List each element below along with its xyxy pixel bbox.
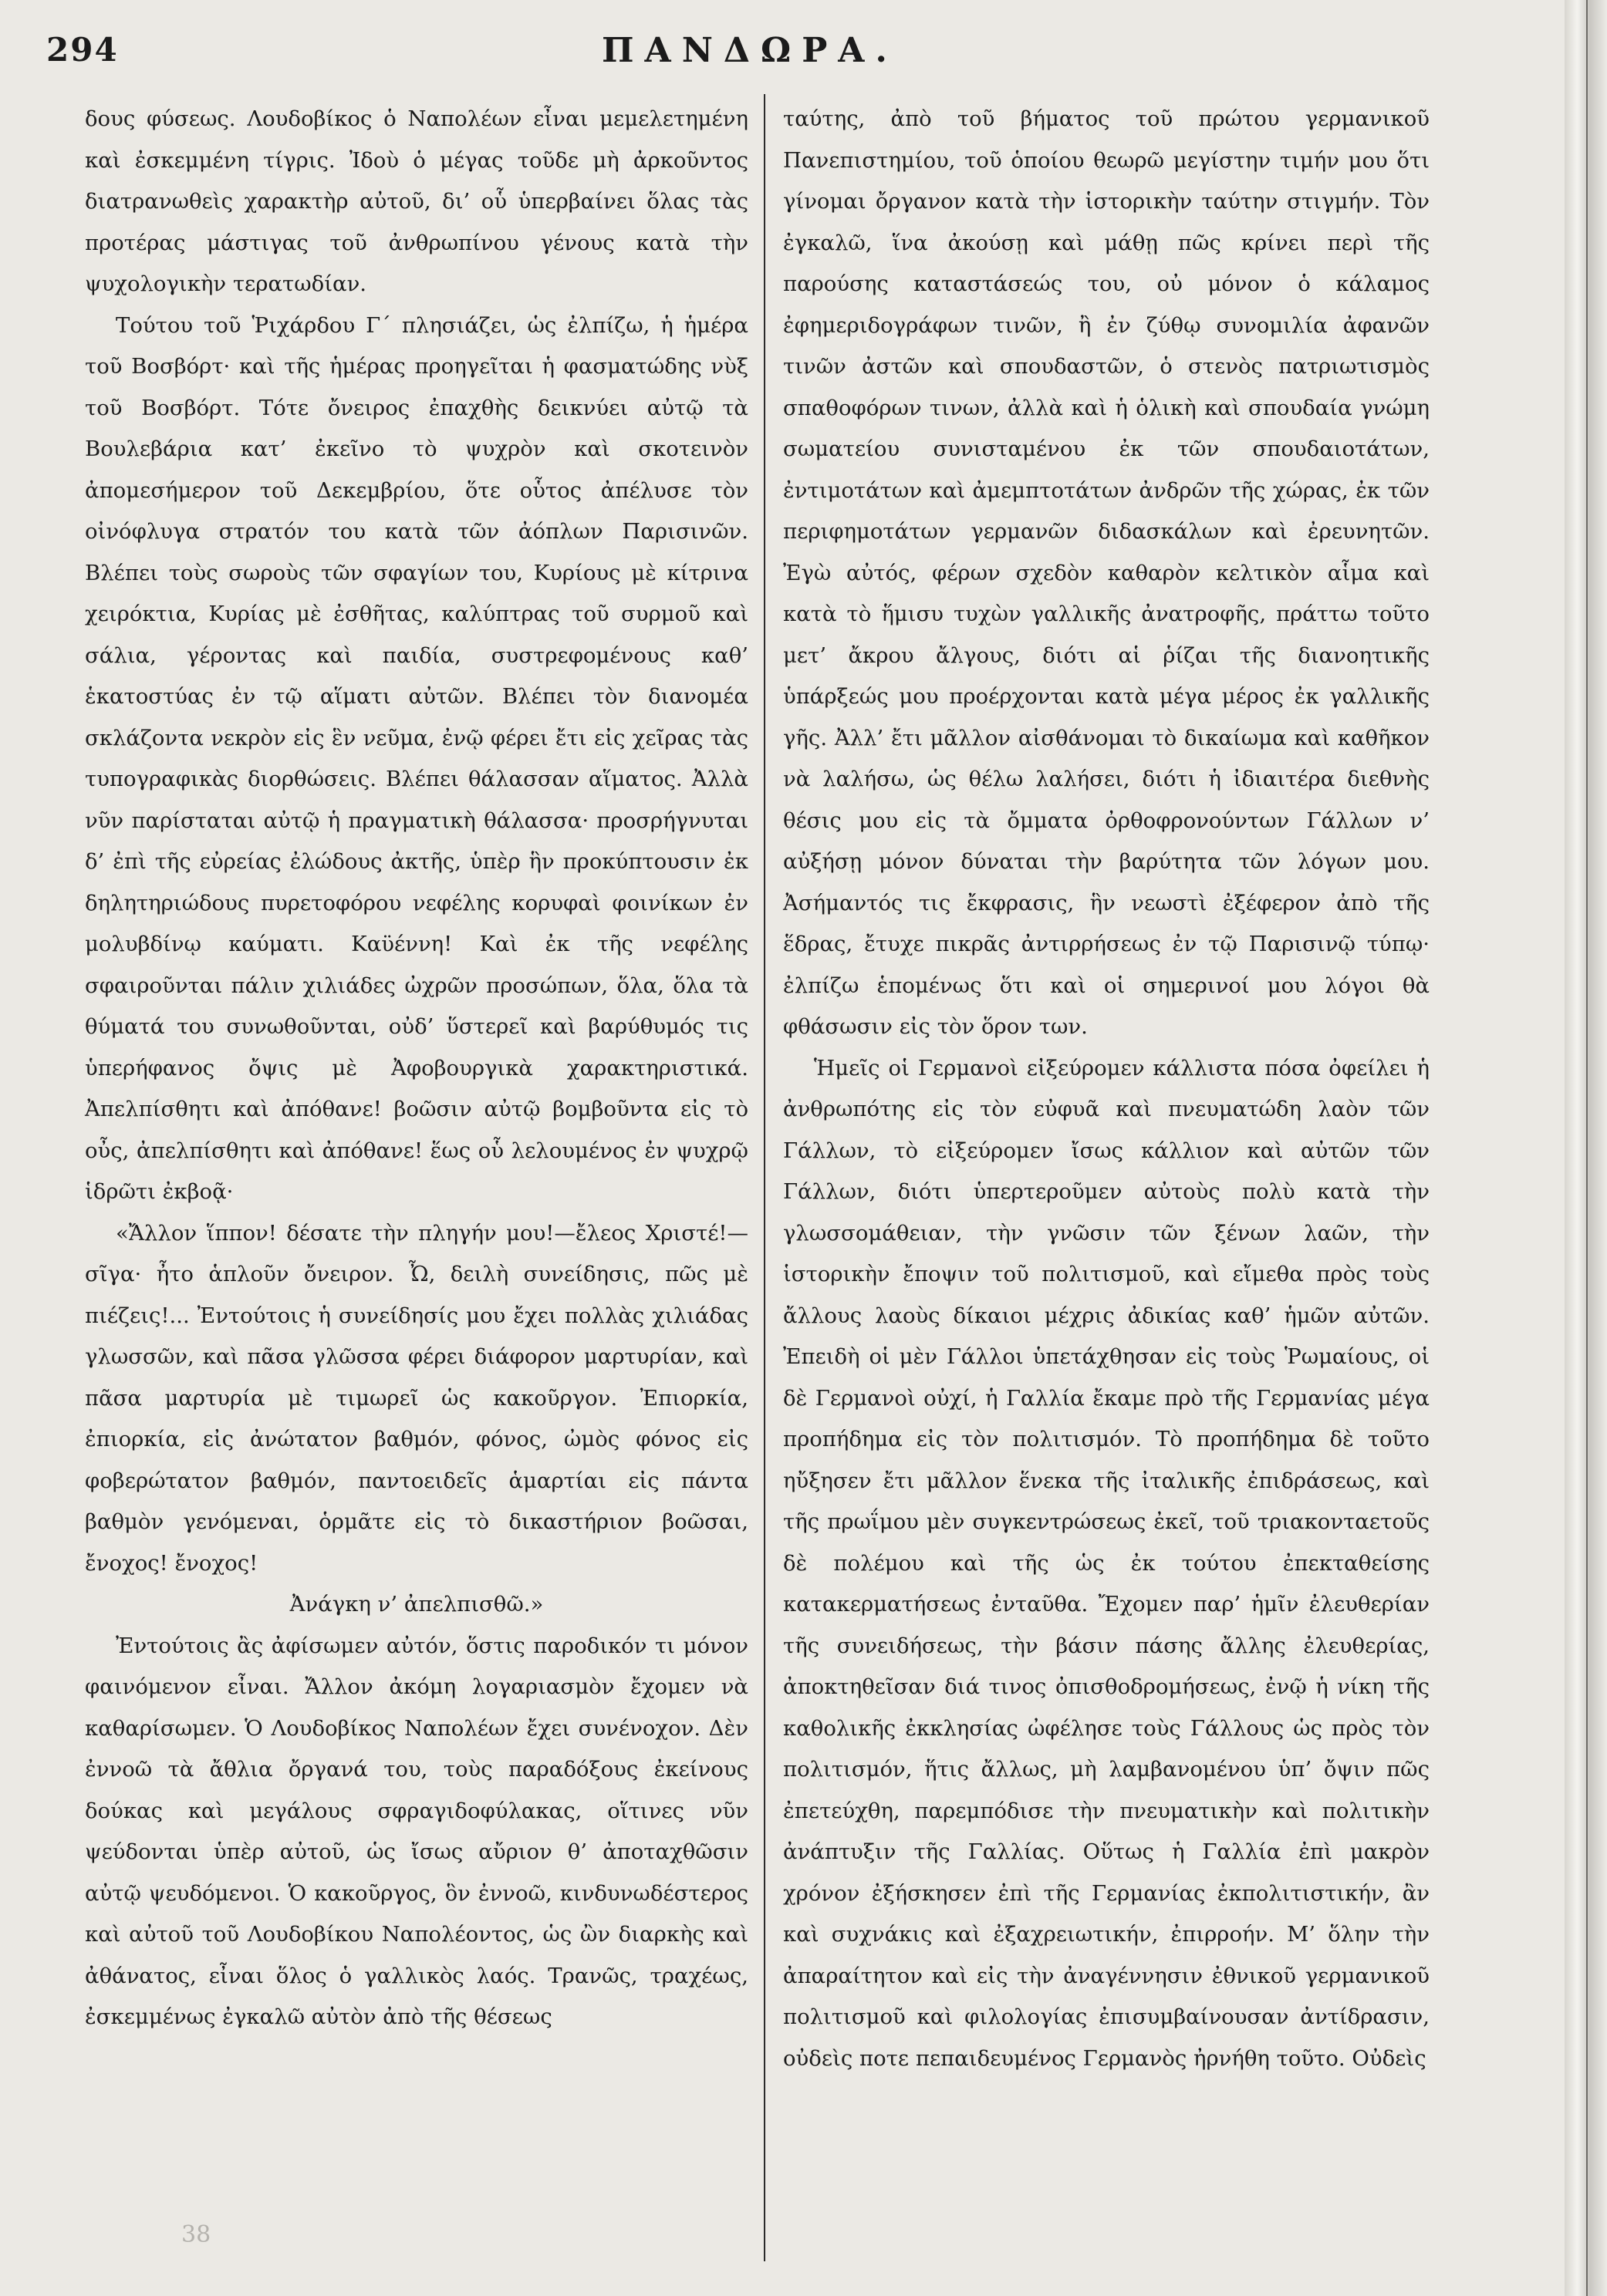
paragraph: Ἐντούτοις ἂς ἀφίσωμεν αὐτόν, ὅστις παροδικόν τι μόνον φαινόμενον εἶναι. Ἄλλον ἀκόμη λογαριασμὸν ἔχομεν νὰ καθαρίσωμεν. Ὁ Λουδοβίκος Ναπολέων ἔχει συνένοχον. Δὲν ἐννοῶ τὰ ἄθλια ὄργανά του, τοὺς παραδόξους ἐκείνους δούκας καὶ μεγάλους σφραγιδοφύλακας, οἵτινες νῦν ψεύδονται ὑπὲρ αὐτοῦ, ὡς ἴσως αὔριον θ’ ἀποταχθῶσιν αὐτῷ ψευδόμενοι. Ὁ κακοῦργος, ὃν ἐννοῶ, κινδυνωδέστερος καὶ αὐτοῦ τοῦ Λουδοβίκου Ναπολέοντος, ὡς ὢν διαρκὴς καὶ ἀθάνατος, εἶναι ὅλος ὁ γαλλικὸς λαός. Τρανῶς, τραχέως, ἐσκεμμένως ἐγκαλῶ αὐτὸν ἀπὸ τῆς θέσεως (85, 1633, 748, 2029)
right-column (783, 99, 1430, 2079)
page-number: 294 (46, 31, 119, 69)
paragraph: Ἀνάγκη ν’ ἀπελπισθῶ.» (289, 1592, 544, 1617)
paragraph: Τούτου τοῦ Ῥιχάρδου Γ΄ πλησιάζει, ὡς ἐλπίζω, ἡ ἡμέρα τοῦ Βοσβόρτ· καὶ τῆς ἡμέρας προηγεῖται ἡ φασματώδης νὺξ τοῦ Βοσβόρτ. Τότε ὄνειρος ἐπαχθὴς δεικνύει αὐτῷ τὰ Βουλεβάρια κατ’ ἐκεῖνο τὸ ψυχρὸν καὶ σκοτεινὸν ἀπομεσήμερον τοῦ Δεκεμβρίου, ὅτε οὗτος ἀπέλυσε τὸν οἰνόφλυγα στρατόν του κατὰ τῶν ἀόπλων Παρισινῶν. Βλέπει τοὺς σωροὺς τῶν σφαγίων του, Κυρίους μὲ κίτρινα χειρόκτια, Κυρίας μὲ ἐσθῆτας, καλύπτρας τοῦ συρμοῦ καὶ σάλια, γέροντας καὶ παιδία, συστρεφομένους καθ’ ἑκατοστύας ἐν τῷ αἵματι αὐτῶν. Βλέπει τὸν διανομέα σκλάζοντα νεκρὸν εἰς ἓν νεῦμα, ἐνῷ φέρει ἔτι εἰς χεῖρας τὰς τυπογραφικὰς διορθώσεις. Βλέπει θάλασσαν αἵματος. Ἀλλὰ νῦν παρίσταται αὐτῷ ἡ πραγματικὴ θάλασσα· προσρήγνυται δ’ ἐπὶ τῆς εὐρείας ἐλώδους ἀκτῆς, ὑπὲρ ἣν προκύπτουσιν ἐκ δηλητηριώδους πυρετοφόρου νεφέλης κορυφαὶ φοινίκων ἐν μολυβδίνῳ καύματι. Καϋέννη! Καὶ ἐκ τῆς νεφέλης σφαιροῦνται πάλιν χιλιάδες ὠχρῶν προσώπων, ὅλα, ὅλα τὰ θύματά του συνωθοῦνται, οὐδ’ ὕστερεῖ καὶ βαρύθυμός τις ὑπερήφανος ὄψις μὲ Ἀφοβουργικὰ χαρακτηριστικά. Ἀπελπίσθητι καὶ ἀπόθανε! βοῶσιν αὐτῷ βομβοῦντα εἰς τὸ οὖς, ἀπελπίσθητι καὶ ἀπόθανε! ἕως οὗ λελουμένος ἐν ψυχρῷ ἱδρῶτι ἐκβοᾷ· (85, 312, 748, 1204)
left-column (85, 99, 748, 2038)
paragraph: Ἡμεῖς οἱ Γερμανοὶ εἰξεύρομεν κάλλιστα πόσα ὀφείλει ἡ ἀνθρωπότης εἰς τὸν εὐφυᾶ καὶ πνευματώδη λαὸν τῶν Γάλλων, τὸ εἰξεύρομεν ἴσως κάλλιον καὶ αὐτῶν τῶν Γάλλων, διότι ὑπερτεροῦμεν αὐτοὺς πολὺ κατὰ τὴν γλωσσομάθειαν, τὴν γνῶσιν τῶν ξένων λαῶν, τὴν ἱστορικὴν ἔποψιν τοῦ πολιτισμοῦ, καὶ εἴμεθα πρὸς τοὺς ἄλλους λαοὺς δίκαιοι μέχρις ἀδικίας καθ’ ἡμῶν αὐτῶν. Ἐπειδὴ οἱ μὲν Γάλλοι ὑπετάχθησαν εἰς τοὺς Ῥωμαίους, οἱ δὲ Γερμανοὶ οὐχί, ἡ Γαλλία ἔκαμε πρὸ τῆς Γερμανίας μέγα προπήδημα εἰς τὸν πολιτισμόν. Τὸ προπήδημα δὲ τοῦτο ηὔξησεν ἔτι μᾶλλον ἕνεκα τῆς ἰταλικῆς ἐπιδράσεως, καὶ τῆς πρωΐμου μὲν συγκεντρώσεως ἐκεῖ, τοῦ τριακονταετοῦς δὲ πολέμου καὶ τῆς ὡς ἐκ τούτου ἐπεκταθείσης κατακερματήσεως ἐνταῦθα. Ἔχομεν παρ’ ἡμῖν ἐλευθερίαν τῆς συνειδήσεως, τὴν βάσιν πάσης ἄλλης ἐλευθερίας, ἀποκτηθεῖσαν διά τινος ὀπισθοδρομήσεως, ἐνῷ ἡ νίκη τῆς καθολικῆς ἐκκλησίας ὠφέλησε τοὺς Γάλλους ὡς πρὸς τὸν πολιτισμόν, ἥτις ἄλλως, μὴ λαμβανομένου ὑπ’ ὄψιν πῶς ἐπετεύχθη, παρεμπόδισε τὴν πνευματικὴν καὶ πολιτικὴν ἀνάπτυξιν τῆς Γαλλίας. Οὕτως ἡ Γαλλία ἐπὶ μακρὸν χρόνον ἐξήσκησεν ἐπὶ τῆς Γερμανίας ἐκπολιτιστικήν, ἂν καὶ συχνάκις καὶ ἐξαχρειωτικήν, ἐπιρροήν. Μ’ ὅλην τὴν ἀπαραίτητον καὶ εἰς τὴν ἀναγέννησιν ἐθνικοῦ γερμανικοῦ πολιτισμοῦ καὶ φιλολογίας ἐπισυμβαίνουσαν ἀντίδρασιν, οὐδεὶς ποτε πεπαιδευμένος Γερμανὸς ἠρνήθη τοῦτο. Οὐδεὶς (783, 1055, 1430, 2071)
paragraph: «Ἄλλον ἵππον! δέσατε τὴν πληγήν μου!—ἔλεος Χριστέ!—σῖγα· ἦτο ἁπλοῦν ὄνειρον. Ὦ, δειλὴ συνείδησις, πῶς μὲ πιέζεις!... Ἐντούτοις ἡ συνείδησίς μου ἔχει πολλὰς χιλιάδας γλωσσῶν, καὶ πᾶσα γλῶσσα φέρει διάφορον μαρτυρίαν, καὶ πᾶσα μαρτυρία μὲ τιμωρεῖ ὡς κακοῦργον. Ἐπιορκία, ἐπιορκία, εἰς ἀνώτατον βαθμόν, φόνος, ὠμὸς φόνος εἰς φοβερώτατον βαθμόν, παντοειδεῖς ἁμαρτίαι εἰς πάντα βαθμὸν γενόμεναι, ὁρμᾶτε εἰς τὸ δικαστήριον βοῶσαι, ἔνοχος! ἔνοχος! (85, 1220, 748, 1576)
show-through-mark: 38 (181, 2221, 211, 2248)
paragraph: ταύτης, ἀπὸ τοῦ βήματος τοῦ πρώτου γερμανικοῦ Πανεπιστημίου, τοῦ ὁποίου θεωρῶ μεγίστην τιμήν μου ὅτι γίνομαι ὄργανον κατὰ τὴν ἱστορικὴν ταύτην στιγμήν. Τὸν ἐγκαλῶ, ἵνα ἀκούσῃ καὶ μάθῃ πῶς κρίνει περὶ τῆς παρούσης καταστάσεώς του, οὐ μόνον ὁ κάλαμος ἐφημεριδογράφων τινῶν, ἢ ἐν ζύθῳ συνομιλία ἀφανῶν τινῶν ἀστῶν καὶ σπουδαστῶν, ὁ στενὸς πατριωτισμὸς σπαθοφόρων τινων, ἀλλὰ καὶ ἡ ὁλικὴ καὶ σπουδαία γνώμη σωματείου συνισταμένου ἐκ τῶν σπουδαιοτάτων, ἐντιμοτάτων καὶ ἀμεμπτοτάτων ἀνδρῶν τῆς χώρας, ἐκ τῶν περιφημοτάτων γερμανῶν διδασκάλων καὶ ἐρευνητῶν. Ἐγὼ αὐτός, φέρων σχεδὸν καθαρὸν κελτικὸν αἷμα καὶ κατὰ τὸ ἥμισυ τυχὼν γαλλικῆς ἀνατροφῆς, πράττω τοῦτο μετ’ ἄκρου ἄλγους, διότι αἱ ῥίζαι τῆς διανοητικῆς ὑπάρξεώς μου προέρχονται κατὰ μέγα μέρος ἐκ γαλλικῆς γῆς. Ἀλλ’ ἔτι μᾶλλον αἰσθάνομαι τὸ δικαίωμα καὶ καθῆκον νὰ λαλήσω, ὡς θέλω λαλήσει, διότι ἡ ἰδιαιτέρα διεθνὴς θέσις μου εἰς τὰ ὄμματα ὀρθοφρονούντων Γάλλων ν’ αὐξήσῃ μόνον δύναται τὴν βαρύτητα τῶν λόγων μου. Ἀσήμαντός τις ἔκφρασις, ἣν νεωστὶ ἐξέφερον ἀπὸ τῆς ἕδρας, ἔτυχε πικρᾶς ἀντιρρήσεως ἐν τῷ Παρισινῷ τύπῳ· ἐλπίζω ἑπομένως ὅτι καὶ οἱ σημερινοί μου λόγοι θὰ φθάσωσιν εἰς τὸν ὅρον των. (783, 106, 1430, 1039)
column-divider (764, 94, 765, 2261)
page-binding-edge (1565, 0, 1607, 2296)
running-title: ΠΑΝΔΩΡΑ. (602, 31, 898, 70)
paragraph: δους φύσεως. Λουδοβίκος ὁ Ναπολέων εἶναι μεμελετημένη καὶ ἐσκεμμένη τίγρις. Ἰδοὺ ὁ μέγας τοῦδε μὴ ἀρκοῦντος διατρανωθεὶς χαρακτὴρ αὐτοῦ, δι’ οὗ ὑπερβαίνει ὅλας τὰς προτέρας μάστιγας τοῦ ἀνθρωπίνου γένους κατὰ τὴν ψυχολογικὴν τερατωδίαν. (85, 106, 748, 296)
